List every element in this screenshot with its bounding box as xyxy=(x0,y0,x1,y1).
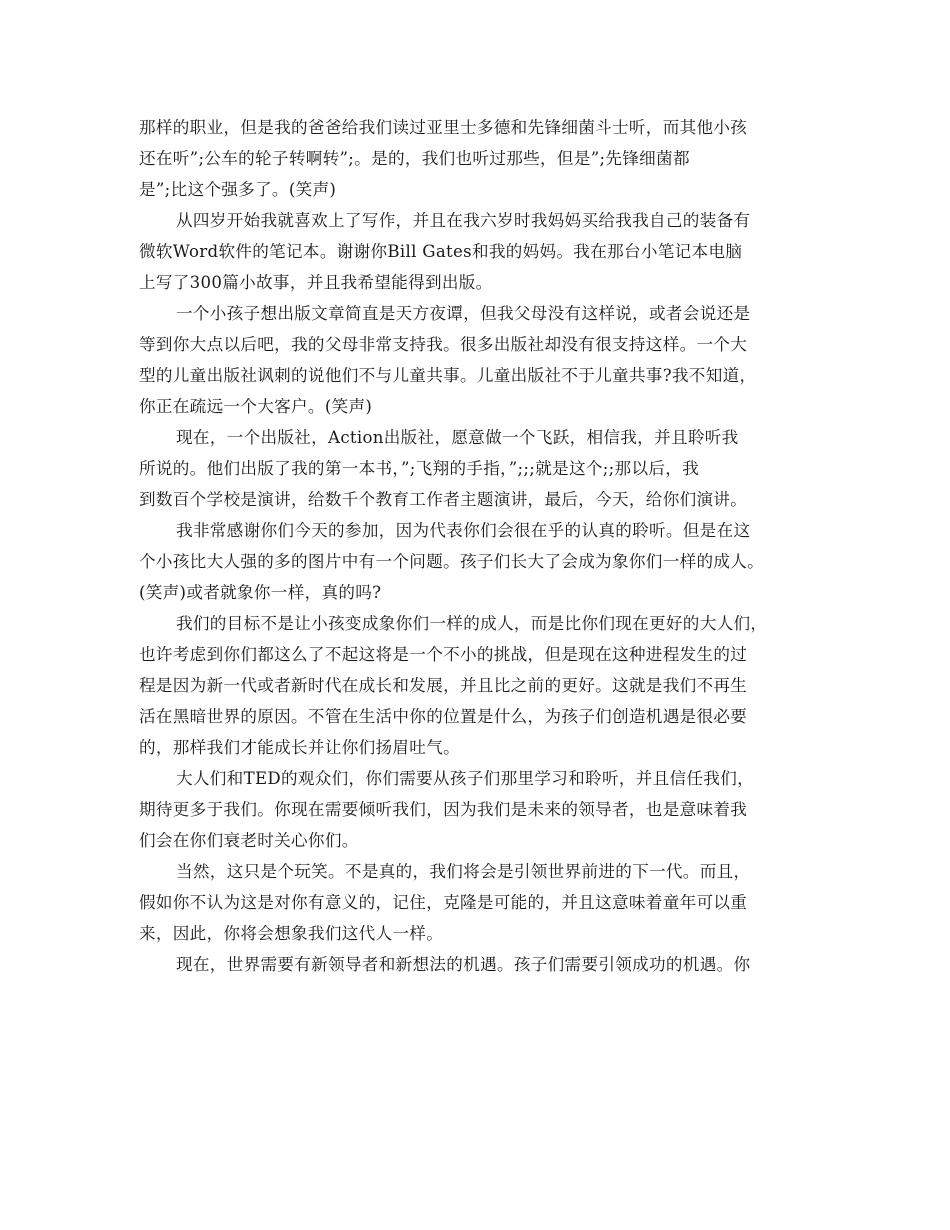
text-line: 上写了300篇小故事，并且我希望能得到出版。 xyxy=(139,273,493,292)
paragraph xyxy=(139,422,819,515)
paragraph xyxy=(139,205,819,298)
text-line: 到数百个学校是演讲，给数千个教育工作者主题演讲，最后，今天，给你们演讲。 xyxy=(139,490,748,509)
text-line: 还在听”;公车的轮子转啊转”;。是的，我们也听过那些，但是”;先锋细菌都 xyxy=(139,149,690,168)
text-line: 我非常感谢你们今天的参加，因为代表你们会很在乎的认真的聆听。但是在这 xyxy=(176,521,751,540)
text-line: 程是因为新一代或者新时代在成长和发展，并且比之前的更好。这就是我们不再生 xyxy=(139,676,748,695)
text-line: 我们的目标不是让小孩变成象你们一样的成人，而是比你们现在更好的大人们， xyxy=(176,614,768,633)
text-line: 们会在你们衰老时关心你们。 xyxy=(139,831,359,850)
text-line: 也许考虑到你们都这么了不起这将是一个不小的挑战，但是现在这种进程发生的过 xyxy=(139,645,748,664)
text-line: (笑声)或者就象你一样，真的吗? xyxy=(139,583,382,602)
text-line: 活在黑暗世界的原因。不管在生活中你的位置是什么，为孩子们创造机遇是很必要 xyxy=(139,707,748,726)
text-line: 现在，一个出版社，Action出版社，愿意做一个飞跃，相信我，并且聆听我 xyxy=(176,428,739,447)
text-line: 来，因此，你将会想象我们这代人一样。 xyxy=(139,924,444,943)
text-line: 微软Word软件的笔记本。谢谢你Bill Gates和我的妈妈。我在那台小笔记本电脑 xyxy=(139,242,743,261)
text-line: 期待更多于我们。你现在需要倾听我们，因为我们是未来的领导者，也是意味着我 xyxy=(139,800,748,819)
text-line: 现在，世界需要有新领导者和新想法的机遇。孩子们需要引领成功的机遇。你 xyxy=(176,955,751,974)
text-line: 个小孩比大人强的多的图片中有一个问题。孩子们长大了会成为象你们一样的成人。 xyxy=(139,552,765,571)
text-line: 你正在疏远一个大客户。(笑声) xyxy=(139,397,373,416)
text-line: 一个小孩子想出版文章简直是天方夜谭，但我父母没有这样说，或者会说还是 xyxy=(176,304,751,323)
document-body xyxy=(139,112,819,980)
paragraph xyxy=(139,949,819,980)
text-line: 所说的。他们出版了我的第一本书，”;飞翔的手指，”;;;就是这个;;那以后，我 xyxy=(139,459,700,478)
text-line: 等到你大点以后吧，我的父母非常支持我。很多出版社却没有很支持这样。一个大 xyxy=(139,335,748,354)
text-line: 的，那样我们才能成长并让你们扬眉吐气。 xyxy=(139,738,460,757)
text-line: 假如你不认为这是对你有意义的，记住，克隆是可能的，并且这意味着童年可以重 xyxy=(139,893,748,912)
text-line: 那样的职业，但是我的爸爸给我们读过亚里士多德和先锋细菌斗士听，而其他小孩 xyxy=(139,118,748,137)
paragraph xyxy=(139,856,819,949)
paragraph xyxy=(139,112,819,205)
paragraph xyxy=(139,763,819,856)
text-line: 从四岁开始我就喜欢上了写作，并且在我六岁时我妈妈买给我我自己的装备有 xyxy=(176,211,751,230)
paragraph xyxy=(139,298,819,422)
paragraph xyxy=(139,515,819,608)
paragraph xyxy=(139,608,819,763)
text-line: 是”;比这个强多了。(笑声) xyxy=(139,180,337,199)
text-line: 当然，这只是个玩笑。不是真的，我们将会是引领世界前进的下一代。而且， xyxy=(176,862,751,881)
text-line: 型的儿童出版社讽刺的说他们不与儿童共事。儿童出版社不于儿童共事?我不知道， xyxy=(139,366,757,385)
text-line: 大人们和TED的观众们，你们需要从孩子们那里学习和聆听，并且信任我们， xyxy=(176,769,754,788)
